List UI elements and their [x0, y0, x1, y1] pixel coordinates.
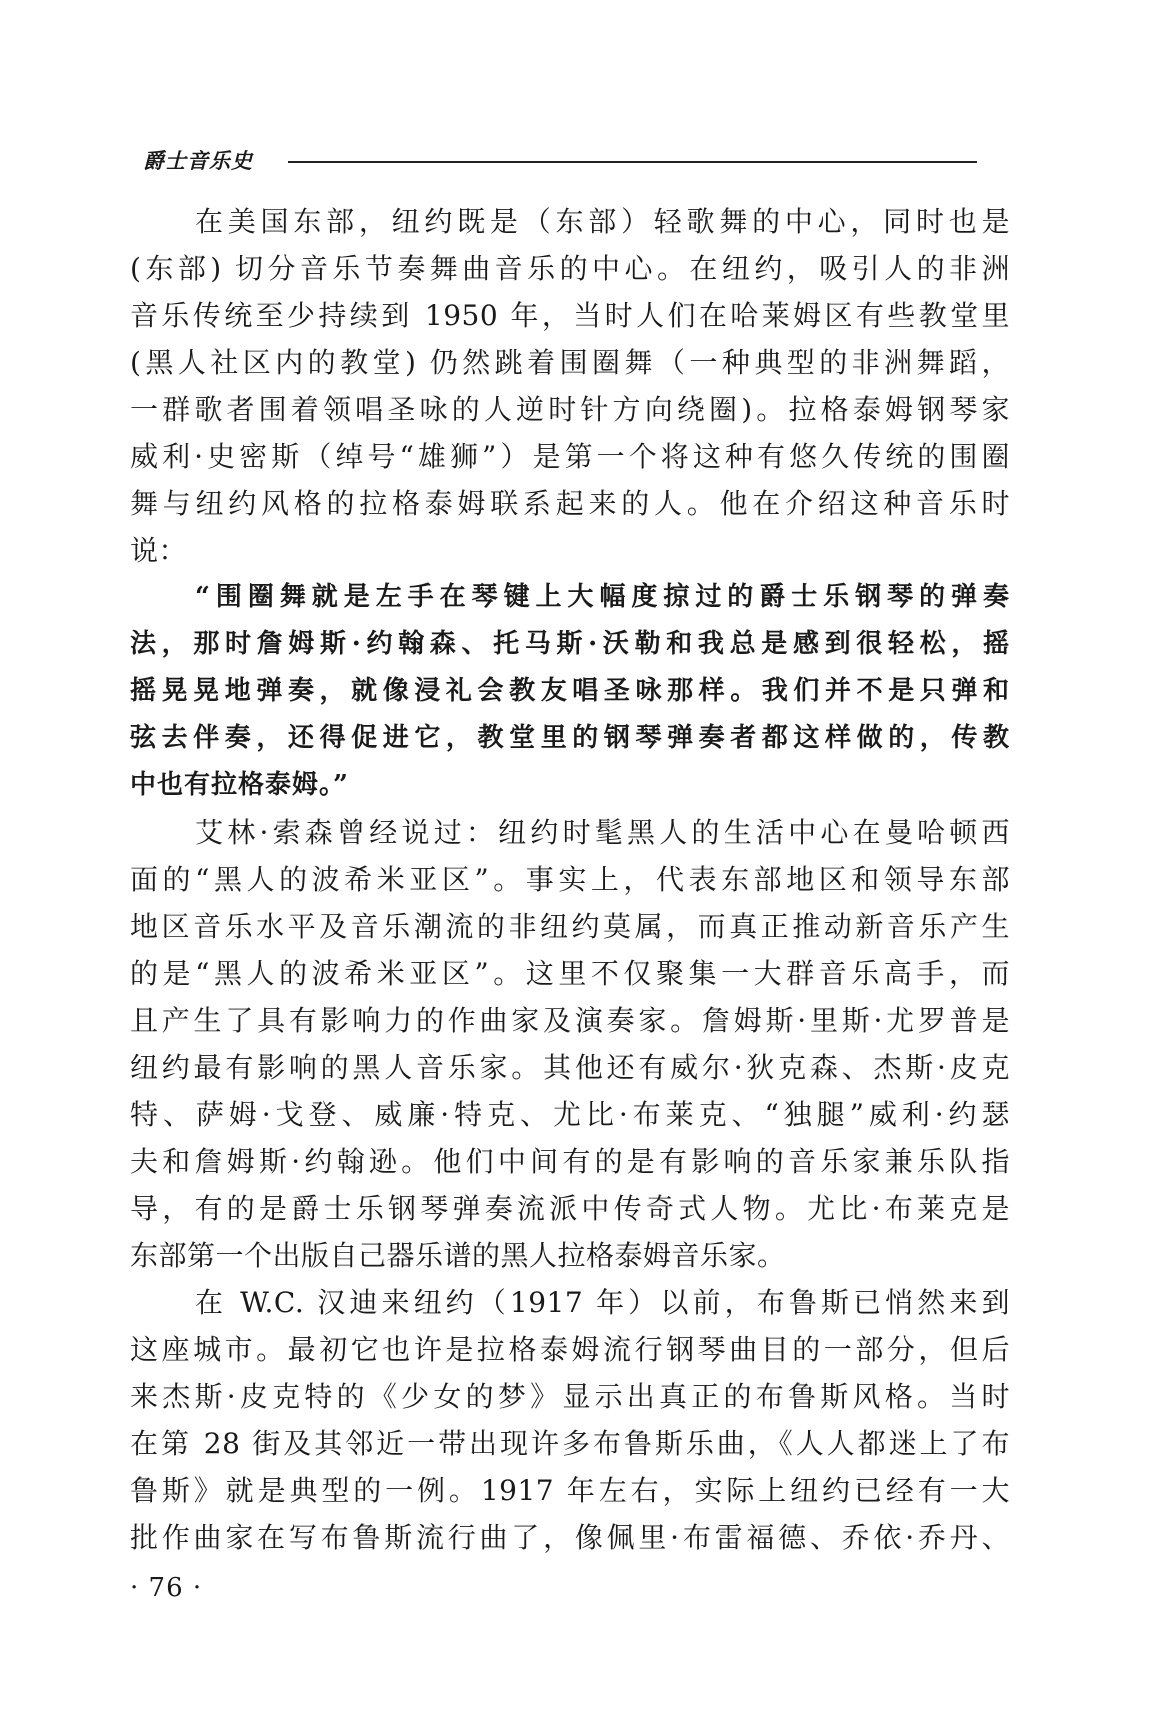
text-line: 一群歌者围着领唱圣咏的人逆时针方向绕圈)。拉格泰姆钢琴家 — [130, 393, 1010, 426]
text-line: 在第 28 街及其邻近一带出现许多布鲁斯乐曲，《人人都迷上了布 — [130, 1427, 1010, 1460]
book-title: 爵士音乐史 — [143, 148, 253, 173]
quote-line: 摇晃晃地弹奏，就像浸礼会教友唱圣咏那样。我们并不是只弹和 — [130, 676, 1010, 706]
body-text — [130, 198, 1010, 1561]
text-line: 特、萨姆·戈登、威廉·特克、尤比·布莱克、“独腿”威利·约瑟 — [130, 1098, 1010, 1131]
text-line: 来杰斯·皮克特的《少女的梦》显示出真正的布鲁斯风格。当时 — [130, 1380, 1010, 1413]
text-line: (东部) 切分音乐节奏舞曲音乐的中心。在纽约，吸引人的非洲 — [130, 252, 1010, 285]
paragraph-1 — [130, 198, 1010, 574]
running-head — [133, 143, 983, 179]
text-line: 导，有的是爵士乐钢琴弹奏流派中传奇式人物。尤比·布莱克是 — [130, 1192, 1010, 1225]
text-line: 威利·史密斯（绰号“雄狮”）是第一个将这种有悠久传统的围圈 — [130, 440, 1010, 473]
text-line: 在 W.C. 汉迪来纽约（1917 年）以前，布鲁斯已悄然来到 — [195, 1286, 1010, 1319]
header-rule — [288, 161, 977, 163]
text-line: 批作曲家在写布鲁斯流行曲了，像佩里·布雷福德、乔依·乔丹、 — [130, 1521, 1010, 1554]
text-line: 说： — [130, 534, 188, 567]
text-line: 这座城市。最初它也许是拉格泰姆流行钢琴曲目的一部分，但后 — [130, 1333, 1010, 1366]
text-line: 且产生了具有影响力的作曲家及演奏家。詹姆斯·里斯·尤罗普是 — [130, 1004, 1010, 1037]
paragraph-2 — [130, 809, 1010, 1279]
text-line: 舞与纽约风格的拉格泰姆联系起来的人。他在介绍这种音乐时 — [130, 487, 1010, 520]
text-line: 面的“黑人的波希米亚区”。事实上，代表东部地区和领导东部 — [130, 863, 1010, 896]
text-line: 艾林·索森曾经说过：纽约时髦黑人的生活中心在曼哈顿西 — [195, 816, 1010, 849]
text-line: 音乐传统至少持续到 1950 年，当时人们在哈莱姆区有些教堂里 — [130, 299, 1010, 332]
text-line: 鲁斯》就是典型的一例。1917 年左右，实际上纽约已经有一大 — [130, 1474, 1010, 1507]
text-line: (黑人社区内的教堂) 仍然跳着围圈舞（一种典型的非洲舞蹈， — [130, 346, 1010, 379]
text-line: 的是“黑人的波希米亚区”。这里不仅聚集一大群音乐高手，而 — [130, 957, 1010, 990]
text-line: 纽约最有影响的黑人音乐家。其他还有威尔·狄克森、杰斯·皮克 — [130, 1051, 1010, 1084]
quote-line: 中也有拉格泰姆。” — [130, 770, 349, 800]
paragraph-3 — [130, 1279, 1010, 1561]
quote-line: “围圈舞就是左手在琴键上大幅度掠过的爵士乐钢琴的弹奏 — [195, 582, 1010, 612]
text-line: 夫和詹姆斯·约翰逊。他们中间有的是有影响的音乐家兼乐队指 — [130, 1145, 1010, 1178]
text-line: 地区音乐水平及音乐潮流的非纽约莫属，而真正推动新音乐产生 — [130, 910, 1010, 943]
quote-line: 弦去伴奏，还得促进它，教堂里的钢琴弹奏者都这样做的，传教 — [130, 723, 1010, 753]
page-number: · 76 · — [130, 1573, 203, 1603]
block-quote — [130, 574, 1010, 809]
text-line: 在美国东部，纽约既是（东部）轻歌舞的中心，同时也是 — [195, 205, 1010, 238]
text-line: 东部第一个出版自己器乐谱的黑人拉格泰姆音乐家。 — [130, 1239, 786, 1272]
quote-line: 法，那时詹姆斯·约翰森、托马斯·沃勒和我总是感到很轻松，摇 — [130, 629, 1010, 659]
